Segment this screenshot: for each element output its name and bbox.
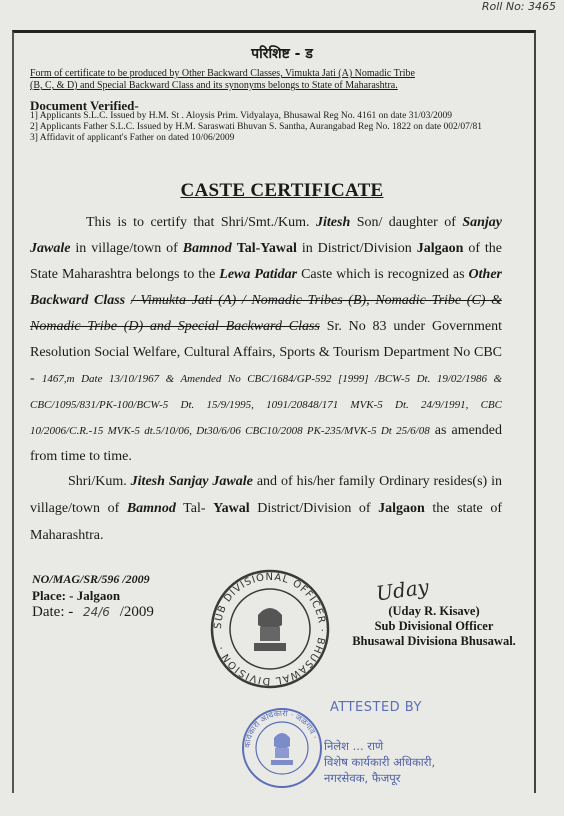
district-name: Jalgaon <box>416 241 464 256</box>
date-handwritten: 24/6 <box>82 605 110 619</box>
signer-office: Bhusawal Divisiona Bhusawal. <box>352 634 516 648</box>
documents-verified-title: Document Verified- <box>30 98 139 113</box>
applicant-full-name: Jitesh Sanjay Jawale <box>130 474 253 489</box>
struck-categories: / Vimukta Jati (A) / Nomadic Tribes (B), Nomadic Tribe (C) & Nomadic Tribe (D) and Special Backward Class <box>30 293 503 334</box>
document-item: 3] Affidavit of applicant's Father on dated 10/06/2009 <box>30 133 235 143</box>
attesting-officer-name: निलेश ... राणे <box>324 739 384 753</box>
attestation-seal <box>240 706 324 795</box>
village-name: Bamnod <box>182 241 232 256</box>
form-description <box>30 68 500 92</box>
form-line-1: Form of certificate to be produced by Other Backward Classes, Vimukta Jati (A) Nomadic Tribe <box>30 68 415 79</box>
date-year: /2009 <box>119 604 154 620</box>
body-text: Son/ daughter of <box>356 215 456 230</box>
resides-text: the state of Maharashtra. <box>30 501 502 543</box>
blue-seal-icon <box>240 706 324 790</box>
seal-ring-text: SUB DIVISIONAL OFFICER · BHUSAWAL DIVISION · <box>212 571 328 687</box>
taluka-name: Tal-Yawal <box>236 241 297 256</box>
attesting-officer-block <box>324 738 435 786</box>
resides-text: and of his/her family Ordinary resides(s) in village/town of <box>30 474 503 516</box>
certificate-title: CASTE CERTIFICATE <box>180 180 384 201</box>
certificate-body <box>30 210 502 470</box>
signer-title: Sub Divisional Officer <box>374 619 494 633</box>
attesting-officer-title: विशेष कार्यकारी अधिकारी, <box>324 755 436 769</box>
district-name: Jalgaon <box>378 501 425 516</box>
gr-references: 1467,m Date 13/10/1967 & Amended No CBC/1684/GP-592 [1999] /BCW-5 Dt. 19/02/1986 & CBC/1095/831/PK-100/BCW-5 Dt. 15/9/1995, 1091/20848/171 MVK-5 Dt. 24/9/1991, CBC 10/2006/C.R.-15 MVK-5 dt.5/10/06, Dt30/6/06 CBC10/2008 PK-235/MVK-5 Dt 25/6/08 <box>30 373 503 437</box>
place-label: Place: - Jalgaon <box>32 588 121 603</box>
body-text: in village/town of <box>75 241 178 256</box>
document-item: 2] Applicants Father S.L.C. Issued by H.M. Saraswati Bhuvan S. Santha, Aurangabad Reg No. 1822 on date 002/07/81 <box>30 122 482 132</box>
roll-number-handwritten: Roll No: 3465 <box>481 0 556 13</box>
documents-verified-list <box>30 111 508 144</box>
village-name: Bamnod <box>126 501 176 516</box>
taluka-name: Yawal <box>213 501 250 516</box>
applicant-first-name: Jitesh <box>316 215 351 230</box>
seal-icon <box>208 567 332 691</box>
date-row <box>32 604 154 621</box>
reference-number: NO/MAG/SR/596 /2009 <box>32 572 150 586</box>
body-text: in District/Division <box>301 241 412 256</box>
signer-name: (Uday R. Kisave) <box>388 604 480 618</box>
resides-text: Tal- <box>183 501 206 516</box>
body-text: Sr. No 83 under Government Resolution Social Welfare, Cultural Affairs, Sports & Tourism Department No CBC - <box>30 319 502 386</box>
residence-paragraph <box>30 468 502 549</box>
appendix-heading: परिशिष्ट - ड <box>251 46 313 62</box>
body-text: Caste which is recognized as <box>301 267 465 282</box>
body-text: as amended from time to time. <box>30 423 503 464</box>
father-name: Sanjay Jawale <box>30 215 503 256</box>
attesting-officer-place: नगरसेवक, फैजपूर <box>324 771 401 785</box>
caste-name: Lewa Patidar <box>219 267 298 282</box>
sub-divisional-officer-seal <box>208 567 332 696</box>
signer-block <box>344 604 524 649</box>
attested-by-label: ATTESTED BY <box>330 700 422 715</box>
resides-text: District/Division of <box>257 501 371 516</box>
document-item: 1] Applicants S.L.C. Issued by H.M. St . Aloysis Prim. Vidyalaya, Bhusawal Reg No. 4161 on date 31/03/2009 <box>30 111 452 121</box>
blue-seal-ring-text: कार्यकारी अधिकारी · जळगांव · <box>242 708 320 749</box>
date-label: Date: - <box>32 604 74 620</box>
category-name: Other Backward Class <box>30 267 502 308</box>
body-text: of the State Maharashtra belongs to the <box>30 241 503 282</box>
form-line-2: (B, C, & D) and Special Backward Class and its synonyms belongs to State of Maharashtra. <box>30 80 398 91</box>
body-text: This is to certify that Shri/Smt./Kum. <box>86 215 310 230</box>
officer-signature: Uday <box>374 574 431 606</box>
resides-text: Shri/Kum. <box>68 474 127 489</box>
